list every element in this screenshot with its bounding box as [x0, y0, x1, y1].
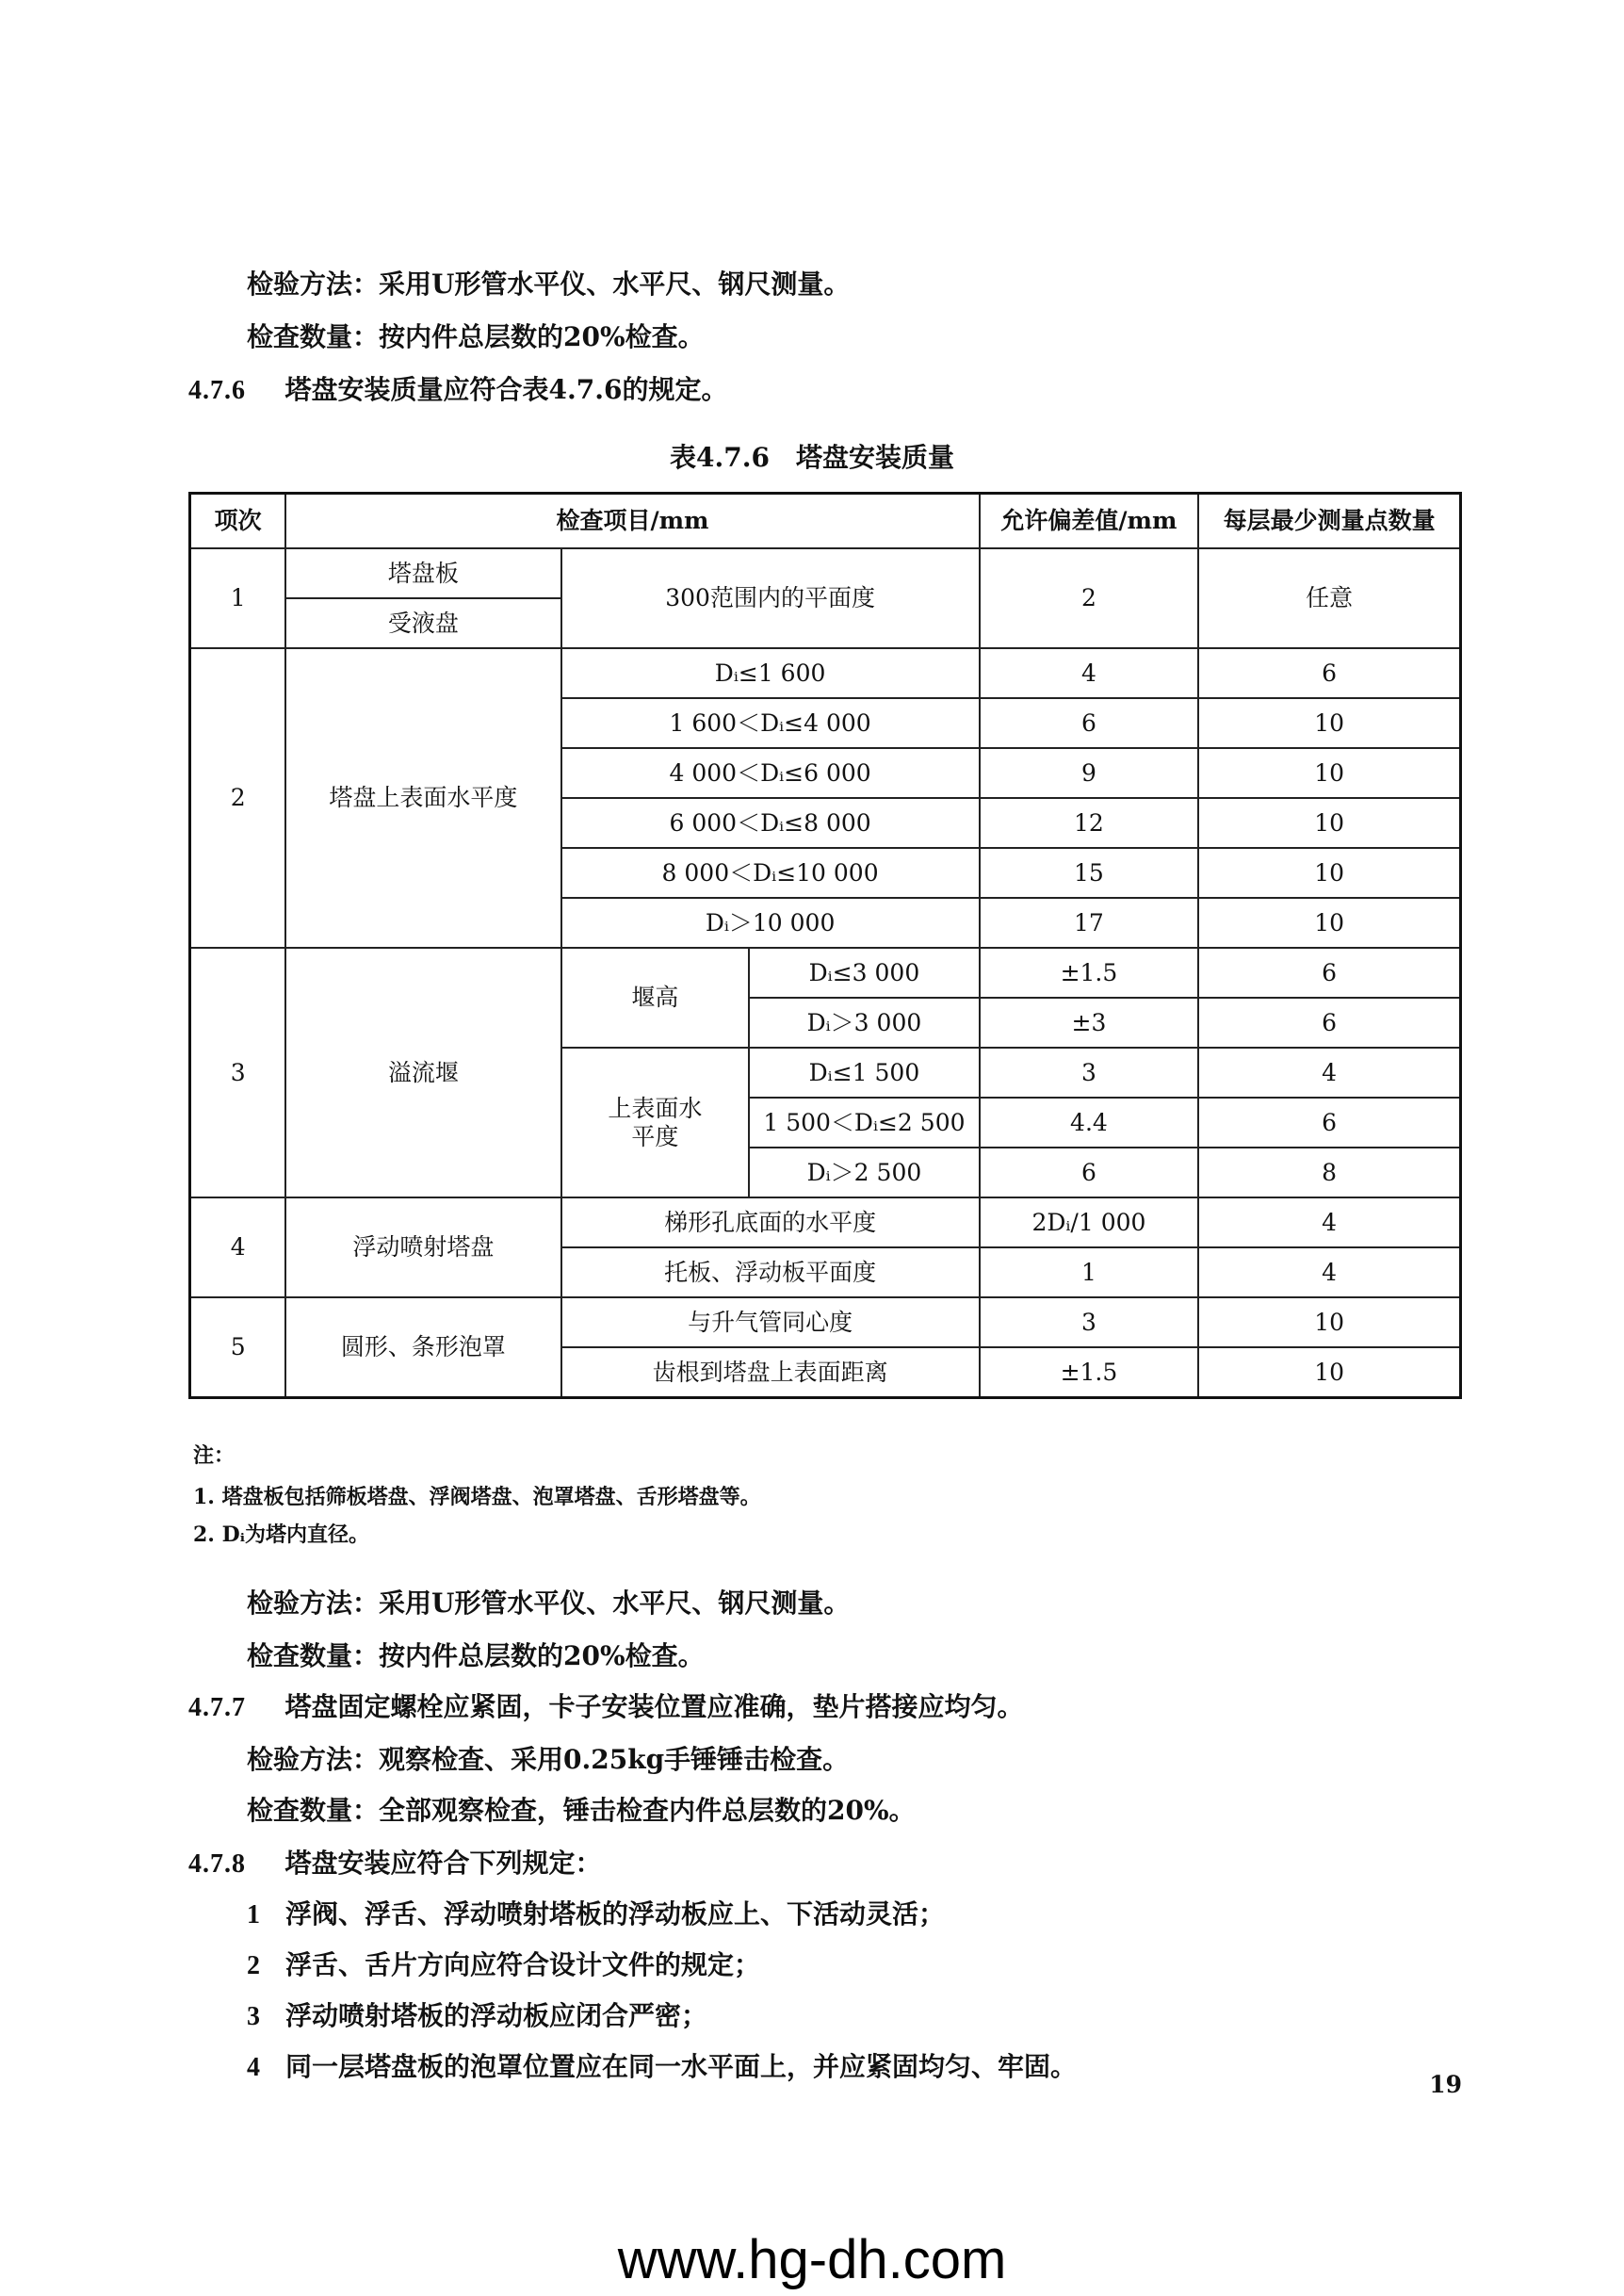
table-caption-number: 表4.7.6 [670, 442, 770, 473]
row-number: 4 [190, 1197, 286, 1297]
row-tolerance: 9 [980, 748, 1199, 798]
row-points: 6 [1198, 648, 1460, 698]
row-tolerance: 15 [980, 848, 1199, 898]
site-watermark: www.hg-dh.com [617, 2229, 1007, 2290]
row-number: 2 [190, 648, 286, 948]
clause-text: 塔盘固定螺栓应紧固，卡子安装位置应准确，垫片搭接应均匀。 [284, 1691, 1024, 1722]
row-tolerance: 3 [980, 1297, 1199, 1347]
note-1: 1. 塔盘板包括筛板塔盘、浮阀塔盘、泡罩塔盘、舌形塔盘等。 [193, 1485, 761, 1509]
row-number: 3 [190, 948, 286, 1197]
row-tolerance: 6 [980, 1148, 1199, 1197]
table-row [190, 948, 1461, 998]
inspection-quantity-bottom: 检查数量：按内件总层数的20%检查。 [247, 1640, 705, 1671]
clause-number: 4.7.8 [188, 1849, 246, 1879]
row-tolerance: 2Dᵢ/1 000 [980, 1197, 1199, 1247]
row-item-name: 塔盘上表面水平度 [285, 648, 560, 948]
clause-4-7-8 [188, 1845, 602, 1883]
row-points: 10 [1198, 898, 1460, 948]
list-item: 4 同一层塔盘板的泡罩位置应在同一水平面上，并应紧固均匀、牢固。 [247, 2051, 1078, 2082]
row-tolerance: ±1.5 [980, 948, 1199, 998]
col-header-points: 每层最少测量点数量 [1198, 494, 1460, 549]
row-condition: Dᵢ≤1 500 [749, 1048, 979, 1098]
inspection-quantity-top: 检查数量：按内件总层数的20%检查。 [247, 321, 705, 352]
list-item: 2 浮舌、舌片方向应符合设计文件的规定； [247, 1949, 761, 1980]
row-tolerance: 2 [980, 548, 1199, 648]
clause-4-7-7 [188, 1688, 1024, 1727]
row-condition: Dᵢ＞10 000 [561, 898, 980, 948]
row-item-name: 溢流堰 [285, 948, 560, 1197]
row-points: 10 [1198, 848, 1460, 898]
inspection-quantity-4-7-7: 检查数量：全部观察检查，锤击检查内件总层数的20%。 [247, 1795, 916, 1826]
table-caption [0, 439, 1624, 477]
row-points: 10 [1198, 698, 1460, 748]
row-item: 与升气管同心度 [561, 1297, 980, 1347]
row-tolerance: ±1.5 [980, 1347, 1199, 1398]
row-item: 齿根到塔盘上表面距离 [561, 1347, 980, 1398]
row-item: 托板、浮动板平面度 [561, 1247, 980, 1297]
row-item-name: 圆形、条形泡罩 [285, 1297, 560, 1398]
row-condition: 1 600＜Dᵢ≤4 000 [561, 698, 980, 748]
row-points: 任意 [1198, 548, 1460, 648]
row-points: 4 [1198, 1247, 1460, 1297]
clause-number: 4.7.6 [188, 376, 246, 405]
notes-heading: 注： [193, 1443, 235, 1468]
tray-installation-quality-table [188, 492, 1462, 1399]
row-number: 1 [190, 548, 286, 648]
row-tolerance: 3 [980, 1048, 1199, 1098]
row-points: 10 [1198, 1347, 1460, 1398]
row-points: 4 [1198, 1048, 1460, 1098]
row-points: 10 [1198, 748, 1460, 798]
row-tolerance: ±3 [980, 998, 1199, 1048]
inspection-method-bottom: 检验方法：采用U形管水平仪、水平尺、钢尺测量。 [247, 1588, 851, 1619]
row-tolerance: 6 [980, 698, 1199, 748]
col-header-tolerance: 允许偏差值/mm [980, 494, 1199, 549]
row-points: 6 [1198, 998, 1460, 1048]
table-row [190, 648, 1461, 698]
row-tolerance: 12 [980, 798, 1199, 848]
row-tolerance: 4.4 [980, 1098, 1199, 1148]
table-header-row [190, 494, 1461, 549]
row-points: 6 [1198, 1098, 1460, 1148]
clause-4-7-6 [188, 371, 727, 410]
table-caption-title: 塔盘安装质量 [795, 442, 954, 473]
row-points: 4 [1198, 1197, 1460, 1247]
inspection-method-4-7-7: 检验方法：观察检查、采用0.25kg手锤锤击检查。 [247, 1744, 850, 1775]
col-header-item: 检查项目/mm [285, 494, 979, 549]
list-item: 3 浮动喷射塔板的浮动板应闭合严密； [247, 2000, 708, 2031]
row-item-name: 浮动喷射塔盘 [285, 1197, 560, 1297]
table-row [190, 548, 1461, 598]
row-points: 6 [1198, 948, 1460, 998]
page-number: 19 [1429, 2071, 1462, 2098]
row-tolerance: 1 [980, 1247, 1199, 1297]
row-condition: 6 000＜Dᵢ≤8 000 [561, 798, 980, 848]
row-sub-group: 上表面水平度 [561, 1048, 750, 1197]
row-condition: Dᵢ＞2 500 [749, 1148, 979, 1197]
list-item: 1 浮阀、浮舌、浮动喷射塔板的浮动板应上、下活动灵活； [247, 1898, 946, 1930]
row-points: 8 [1198, 1148, 1460, 1197]
row-tolerance: 17 [980, 898, 1199, 948]
row-condition: Dᵢ＞3 000 [749, 998, 979, 1048]
clause-text: 塔盘安装应符合下列规定： [284, 1848, 602, 1879]
row-sub-item: 塔盘板 [285, 548, 560, 598]
clause-number: 4.7.7 [188, 1693, 246, 1722]
note-2: 2. Dᵢ为塔内直径。 [193, 1523, 369, 1547]
row-condition: Dᵢ≤1 600 [561, 648, 980, 698]
row-sub-item: 受液盘 [285, 598, 560, 648]
row-tolerance: 4 [980, 648, 1199, 698]
row-number: 5 [190, 1297, 286, 1398]
table-row [190, 1197, 1461, 1247]
row-condition: 4 000＜Dᵢ≤6 000 [561, 748, 980, 798]
row-sub-group: 堰高 [561, 948, 750, 1048]
row-condition: Dᵢ≤3 000 [749, 948, 979, 998]
row-condition: 1 500＜Dᵢ≤2 500 [749, 1098, 979, 1148]
clause-text: 塔盘安装质量应符合表4.7.6的规定。 [284, 374, 728, 405]
row-item: 300范围内的平面度 [561, 548, 980, 648]
row-item: 梯形孔底面的水平度 [561, 1197, 980, 1247]
row-points: 10 [1198, 1297, 1460, 1347]
inspection-method-top: 检验方法：采用U形管水平仪、水平尺、钢尺测量。 [247, 269, 851, 300]
col-header-no: 项次 [190, 494, 286, 549]
row-points: 10 [1198, 798, 1460, 848]
row-condition: 8 000＜Dᵢ≤10 000 [561, 848, 980, 898]
table-row [190, 1297, 1461, 1347]
